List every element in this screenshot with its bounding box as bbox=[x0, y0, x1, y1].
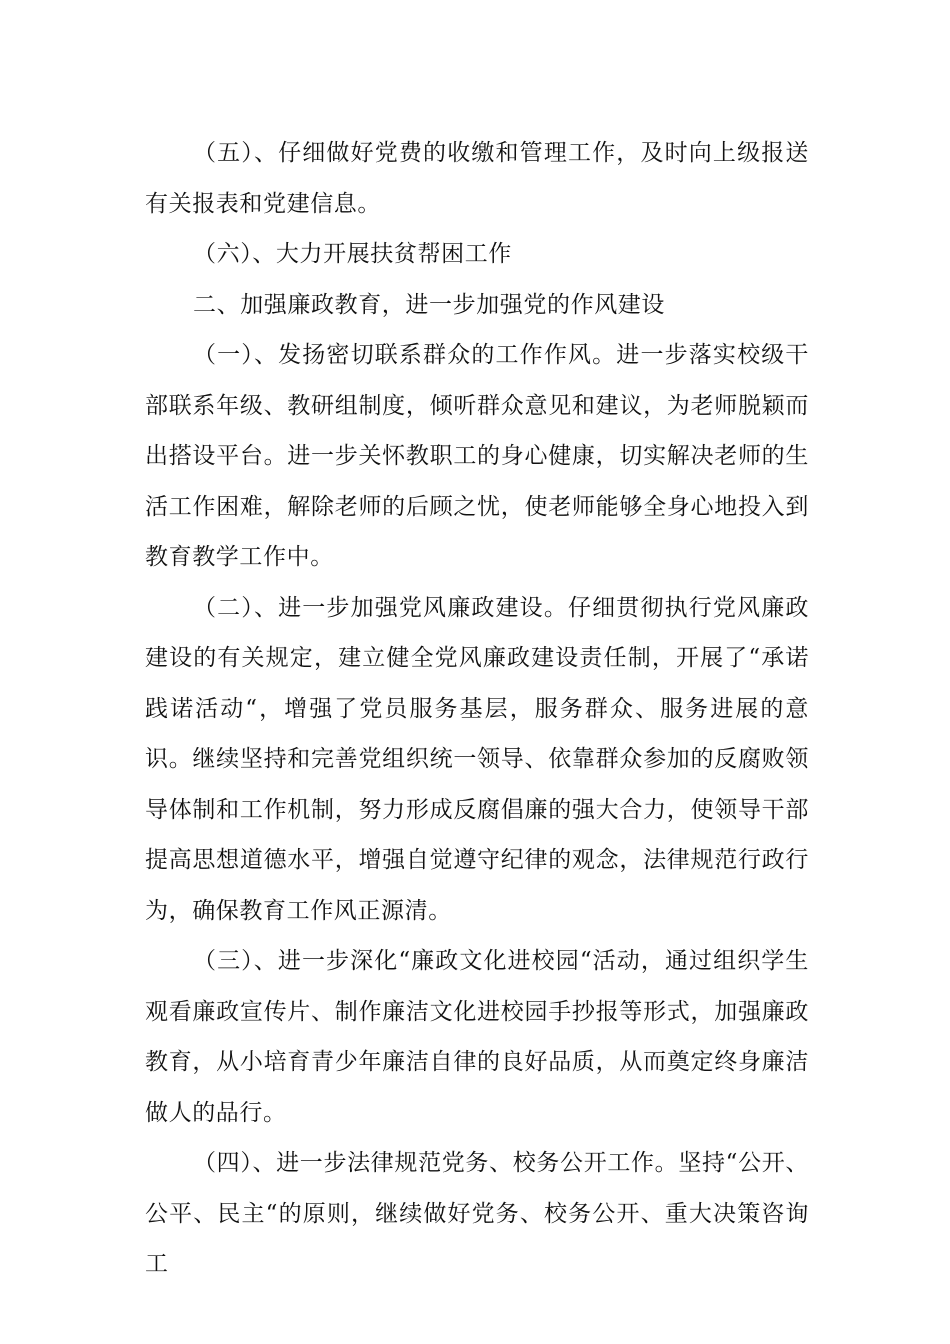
section-heading-integrity-education: 二、加强廉政教育，进一步加强党的作风建设 bbox=[193, 291, 665, 318]
paragraph-integrity-culture-campus: （三）、进一步深化“廉政文化进校园“活动，通过组织学生观看廉政宣传片、制作廉洁文化进校园手抄报等形式，加强廉政教育，从小培育青少年廉洁自律的良好品质，从而奠定终身廉洁做人的品行。 bbox=[145, 948, 809, 1126]
paragraph-affairs-openness: （四）、进一步法律规范党务、校务公开工作。坚持“公开、公平、民主“的原则，继续做好党务、校务公开、重大决策咨询工 bbox=[145, 1150, 809, 1277]
paragraph-party-fees: （五）、仔细做好党费的收缴和管理工作，及时向上级报送有关报表和党建信息。 bbox=[145, 140, 809, 217]
paragraph-poverty-relief: （六）、大力开展扶贫帮困工作 bbox=[193, 241, 512, 267]
paragraph-mass-contact: （一）、发扬密切联系群众的工作作风。进一步落实校级干部联系年级、教研组制度，倾听群众意见和建议，为老师脱颖而出搭设平台。进一步关怀教职工的身心健康，切实解决老师的生活工作困难，解除老师的后顾之忧，使老师能够全身心地投入到教育教学工作中。 bbox=[145, 342, 809, 570]
paragraph-clean-governance: （二）、进一步加强党风廉政建设。仔细贯彻执行党风廉政建设的有关规定，建立健全党风廉政建设责任制，开展了“承诺践诺活动“，增强了党员服务基层，服务群众、服务进展的意识。继续坚持和完善党组织统一领导、依靠群众参加的反腐败领导体制和工作机制，努力形成反腐倡廉的强大合力，使领导干部提高思想道德水平，增强自觉遵守纪律的观念，法律规范行政行为，确保教育工作风正源清。 bbox=[145, 594, 809, 924]
document-body bbox=[145, 128, 809, 1290]
